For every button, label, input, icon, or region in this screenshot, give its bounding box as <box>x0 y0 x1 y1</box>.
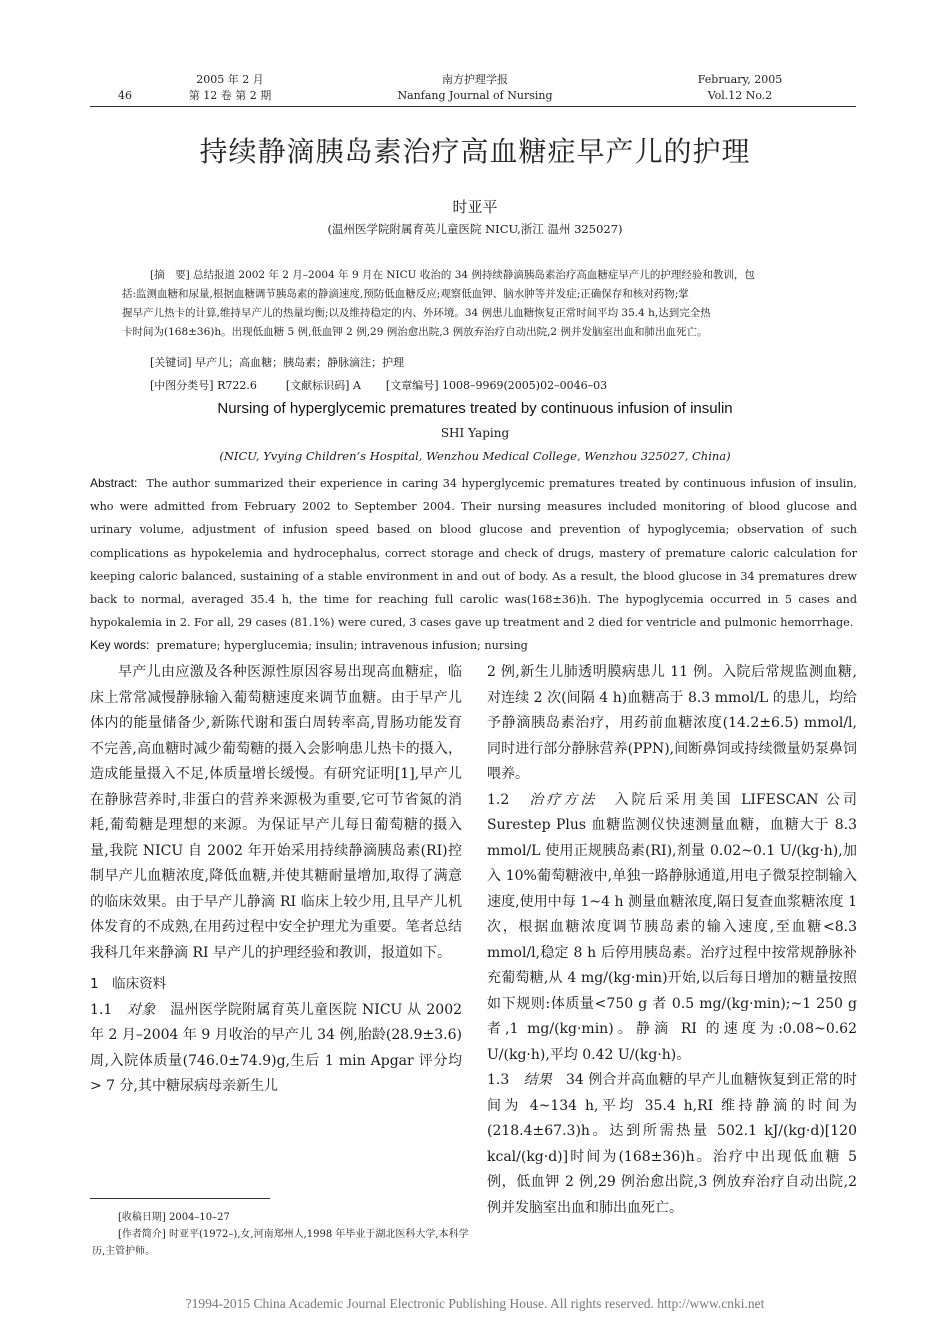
doc-code-label: [文献标识码] <box>285 379 350 392</box>
classification-line <box>150 376 830 395</box>
article-title-cn: 持续静滴胰岛素治疗高血糖症早产儿的护理 <box>199 135 751 168</box>
affiliation-cn: (温州医学院附属育英儿童医院 NICU,浙江 温州 325027) <box>327 222 623 236</box>
affiliation-en: (NICU, Yvying Children’s Hospital, Wenzhou Medical College, Wenzhou 325027, China) <box>219 449 731 463</box>
article-no-value: 1008–9969(2005)02–0046–03 <box>442 379 608 392</box>
footnote <box>92 1209 470 1260</box>
header-date-cn: 2005 年 2 月 <box>196 73 264 86</box>
continued-paragraph: 2 例,新生儿肺透明膜病患儿 11 例。入院后常规监测血糖,对连续 2 次(间隔 4 h)血糖高于 8.3 mmol/L 的患儿，均给予静滴胰岛素治疗，用药前血糖浓度(14.2±6.5) mmol/l,同时进行部分静脉营养(PPN),间断鼻饲或持续微量奶泵鼻饲喂养。 <box>487 664 857 782</box>
article-title-en: Nursing of hyperglycemic prematures treated by continuous infusion of insulin <box>217 400 733 417</box>
body-left-column <box>90 660 462 1100</box>
intro-paragraph: 早产儿由应激及各种医源性原因容易出现高血糖症，临床上常常减慢静脉输入葡萄糖速度来调节血糖。由于早产儿体内的能量储备少,新陈代谢和蛋白周转率高,胃肠功能发育不完善,高血糖时减少葡萄糖的摄入会影响患儿热卡的摄入，造成能量摄入不足,体质量增长缓慢。有研究证明[1],早产儿在静脉营养时,非蛋白的营养来源极为重要,它可节省氮的消耗,葡萄糖是理想的来源。为保证早产儿每日葡萄糖的摄入量,我院 NICU 自 2002 年开始采用持续静滴胰岛素(RI)控制早产儿血糖浓度,降低血糖,并使其糖耐量增加,取得了满意的临床效果。由于早产儿静滴 RI 临床上较少用,且早产儿机体发育的不成熟,在用药过程中安全护理尤为重要。笔者总结我科几年来静滴 RI 早产儿的护理经验和教训，报道如下。 <box>90 664 462 961</box>
abstract-en <box>90 472 857 658</box>
author-en: SHI Yaping <box>440 426 510 440</box>
header-rule <box>90 106 856 107</box>
clc-label: [中图分类号] <box>150 379 214 392</box>
copyright-footer: ?1994-2015 China Academic Journal Electronic Publishing House. All rights reserved. http://www.cnki.net <box>185 1296 765 1311</box>
header-journal-en: Nanfang Journal of Nursing <box>397 89 553 102</box>
article-no-label: [文章编号] <box>385 379 439 392</box>
abstract-cn-label: [摘 要] <box>150 269 190 281</box>
header-date-en: February, 2005 <box>697 73 783 86</box>
abstract-cn <box>122 266 828 342</box>
keywords-cn <box>150 353 830 372</box>
section-1-2-paragraph: 1.2 治疗方法 入院后采用美国 LIFESCAN 公司 Surestep Plus 血糖监测仪快速测量血糖，血糖大于 8.3 mmol/L 使用正规胰岛素(RI),剂量 0.02~0.1 U/(kg·h),加入 10%葡萄糖液中,单独一路静脉通道,用电子微泵控制输入速度,使用中每 1~4 h 测量血糖浓度,隔日复查血浆糖浓度 1 次，根据血糖浓度调节胰岛素的输入速度,至血糖<8.3 mmol/l,稳定 8 h 后停用胰岛素。治疗过程中按常规静脉补充葡萄糖,从 4 mg/(kg·min)开始,以后每日增加的糖量按照如下规则:体质量<750 g 者 0.5 mg/(kg·min);~1 250 g 者,1 mg/(kg·min)。静滴 RI 的速度为:0.08~0.62 U/(kg·h),平均 0.42 U/(kg·h)。 <box>487 791 858 1063</box>
keywords-cn-values: 早产儿；高血糖；胰岛素；静脉滴注；护理 <box>195 356 405 369</box>
section-1-title: 1 临床资料 <box>90 976 167 992</box>
header-journal-cn: 南方护理学报 <box>442 73 508 86</box>
header-volume-cn: 第 12 卷 第 2 期 <box>188 89 272 102</box>
abstract-en-text: The author summarized their experience in caring 34 hyperglycemic prematures treated by continuous infusion of insulin, who were admitted from February 2002 to September 2004. Their nursing measures included monitoring of blood glucose and urinary volume, adjustment of infusion speed based on blood glucose and prevention of hypoglycemia; observation of such complications as hypokelemia and hydrocephalus, correct storage and check of drugs, mastery of premature caloric calculation for keeping caloric balanced, sustaining of a stable environment in and out of body. As a result, the blood glucose in 34 prematures drew back to normal, averaged 35.4 h, the time for reaching full carolic was(168±36)h. The hypoglycemia occurred in 5 cases and hypokalemia in 2. For all, 29 cases (81.1%) were cured, 3 cases gave up treatment and 2 died for ventricle and pulmonic hemorrhage. <box>90 477 857 630</box>
abstract-cn-line-1: [摘 要] 总结报道 2002 年 2 月–2004 年 9 月在 NICU 收治的 34 例持续静滴胰岛素治疗高血糖症早产儿的护理经验和教训，包 <box>150 269 755 281</box>
section-1-1-title: 对象 <box>127 1001 156 1018</box>
abstract-cn-line-4: 卡时间为(168±36)h。出现低血糖 5 例,低血钾 2 例,29 例治愈出院,3 例放弃治疗自动出院,2 例并发脑室出血和肺出血死亡。 <box>122 326 708 338</box>
author-cn: 时亚平 <box>452 198 498 216</box>
section-1-1-paragraph: 1.1 对象 温州医学院附属育英儿童医院 NICU 从 2002 年 2 月–2004 年 9 月收治的早产儿 34 例,胎龄(28.9±3.6)周,入院体质量(746.0±74.9)g,生后 1 min Apgar 评分均 > 7 分,其中糖尿病母亲新生儿 <box>90 1001 463 1094</box>
body-right-column <box>487 660 857 1221</box>
abstract-cn-line-3: 握早产儿热卡的计算,维持早产儿的热量均衡;以及维持稳定的内、外环境。34 例患儿血糖恢复正常时间平均 35.4 h,达到完全热 <box>122 307 711 319</box>
keywords-en-values: premature; hyperglucemia; insulin; intravenous infusion; nursing <box>156 639 528 653</box>
keywords-cn-label: [关键词] <box>150 356 192 369</box>
page-number: 46 <box>118 89 132 102</box>
clc-value: R722.6 <box>217 379 257 392</box>
abstract-cn-line-2: 括:监测血糖和尿量,根据血糖调节胰岛素的静滴速度,预防低血糖反应;观察低血钾、脑水肿等并发症;正确保存和核对药物;掌 <box>122 288 689 300</box>
section-1-3-title: 结果 <box>523 1072 552 1088</box>
footnote-rule <box>90 1198 270 1199</box>
section-1-3-paragraph: 1.3 结果 34 例合并高血糖的早产儿血糖恢复到正常的时间为 4~134 h,平均 35.4 h,RI 维持静滴的时间为(218.4±67.3)h。达到所需热量 502.1 kJ/(kg·d)[120 kcal/(kg·d)]时间为(168±36)h。治疗中出现低血糖 5 例，低血钾 2 例,29 例治愈出院,3 例放弃治疗自动出院,2 例并发脑室出血和肺出血死亡。 <box>487 1072 858 1216</box>
section-1-2-title: 治疗方法 <box>529 791 598 808</box>
footnote-received: [收稿日期] 2004–10–27 <box>118 1212 230 1223</box>
keywords-en-label: Key words: <box>90 638 150 653</box>
header-volume-en: Vol.12 No.2 <box>707 89 773 102</box>
doc-code-value: A <box>352 379 361 392</box>
abstract-en-label: Abstract: <box>90 476 138 490</box>
footnote-author: [作者简介] 时亚平(1972–),女,河南郑州人,1998 年毕业于湖北医科大学,本科学历,主管护师。 <box>92 1229 469 1257</box>
